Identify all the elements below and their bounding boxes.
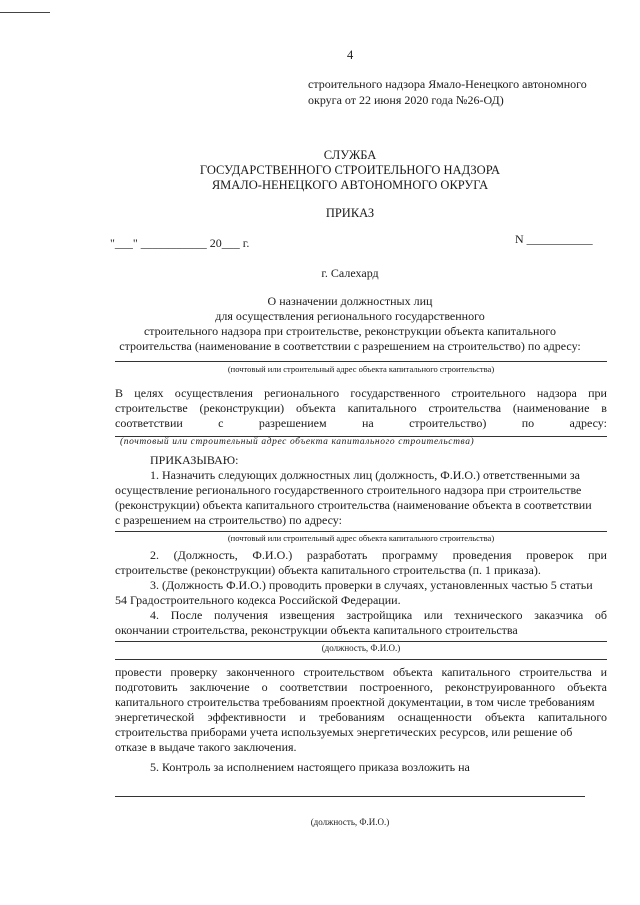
order-word: ПРИКАЗЫВАЮ: <box>150 453 239 467</box>
item4-line1: 4. После получения извещения застройщика или технического заказчика об <box>150 608 607 622</box>
item1-line4: с разрешением на строительство) по адресу: <box>115 513 342 527</box>
item4-cont-line6: отказе в выдаче такого заключения. <box>115 740 297 754</box>
item4-cont-line5: строительства приборами учета используемых энергетических ресурсов, или решение об <box>115 725 573 739</box>
address-caption-1: (почтовый или строительный адрес объекта капитального строительства) <box>227 364 495 374</box>
item5-line1: 5. Контроль за исполнением настоящего приказа возложить на <box>150 760 470 774</box>
doc-type: ПРИКАЗ <box>325 206 375 220</box>
subject-line1: О назначении должностных лиц <box>267 294 433 308</box>
item4-cont-line2: подготовить заключение о соответствии построенного, реконструированного объекта <box>115 680 607 694</box>
subject-line4: строительства (наименование в соответствии с разрешением на строительство) по адресу: <box>119 339 581 353</box>
org-line2: ГОСУДАРСТВЕННОГО СТРОИТЕЛЬНОГО НАДЗОРА <box>199 163 501 177</box>
address-caption-3: (почтовый или строительный адрес объекта капитального строительства) <box>227 533 495 543</box>
preamble-line3: соответствии с разрешением на строительство) по адресу: <box>115 416 607 430</box>
position-line-2 <box>115 659 607 660</box>
address-line-1 <box>115 361 607 362</box>
page-number: 4 <box>347 48 354 62</box>
item1-line2: осуществление регионального государственного строительного надзора при строительстве <box>115 483 582 497</box>
item4-line2: окончании строительства, реконструкции объекта капитального строительства <box>115 623 518 637</box>
item2-line1: 2. (Должность, Ф.И.О.) разработать программу проведения проверок при <box>150 548 607 562</box>
address-line-3 <box>115 531 607 532</box>
subject-line3: строительного надзора при строительстве, реконструкции объекта капитального <box>143 324 557 338</box>
date-field: "___" ___________ 20___ г. <box>110 236 250 250</box>
position-line-3 <box>115 796 585 797</box>
scan-mark-line <box>0 12 50 13</box>
position-line-1 <box>115 641 607 642</box>
item1-line3: (реконструкции) объекта капитального строительства (наименование объекта в соответствии <box>115 498 592 512</box>
number-field: N ___________ <box>515 232 593 246</box>
header-ref-line2: округа от 22 июня 2020 года №26-ОД) <box>308 93 504 107</box>
item4-cont-line4: энергетической эффективности и требованиям оснащенности объекта капитального <box>115 710 607 724</box>
subject-line2: для осуществления регионального государственного <box>215 309 485 323</box>
position-caption-2: (должность, Ф.И.О.) <box>310 817 390 827</box>
org-line3: ЯМАЛО-НЕНЕЦКОГО АВТОНОМНОГО ОКРУГА <box>211 178 489 192</box>
item3-line2: 54 Градостроительного кодекса Российской Федерации. <box>115 593 401 607</box>
item4-cont-line3: капитального строительства требованиям проектной документации, в том числе требованиям <box>115 695 595 709</box>
item2-line2: строительстве (реконструкции) объекта капитального строительства (п. 1 приказа). <box>115 563 541 577</box>
address-caption-2: (почтовый или строительный адрес объекта капитального строительства) <box>120 437 475 447</box>
preamble-line1: В целях осуществления регионального государственного строительного надзора при <box>115 386 607 400</box>
city: г. Салехард <box>321 266 379 280</box>
item4-cont-line1: провести проверку законченного строительством объекта капитального строительства и <box>115 665 607 679</box>
item1-line1: 1. Назначить следующих должностных лиц (должность, Ф.И.О.) ответственными за <box>150 468 580 482</box>
position-caption-1: (должность, Ф.И.О.) <box>321 643 401 653</box>
header-ref-line1: строительного надзора Ямало-Ненецкого автономного <box>308 77 587 91</box>
item3-line1: 3. (Должность Ф.И.О.) проводить проверки в случаях, установленных частью 5 статьи <box>150 578 593 592</box>
org-line1: СЛУЖБА <box>323 148 377 162</box>
preamble-line2: строительстве (реконструкции) объекта капитального строительства (наименование в <box>115 401 607 415</box>
